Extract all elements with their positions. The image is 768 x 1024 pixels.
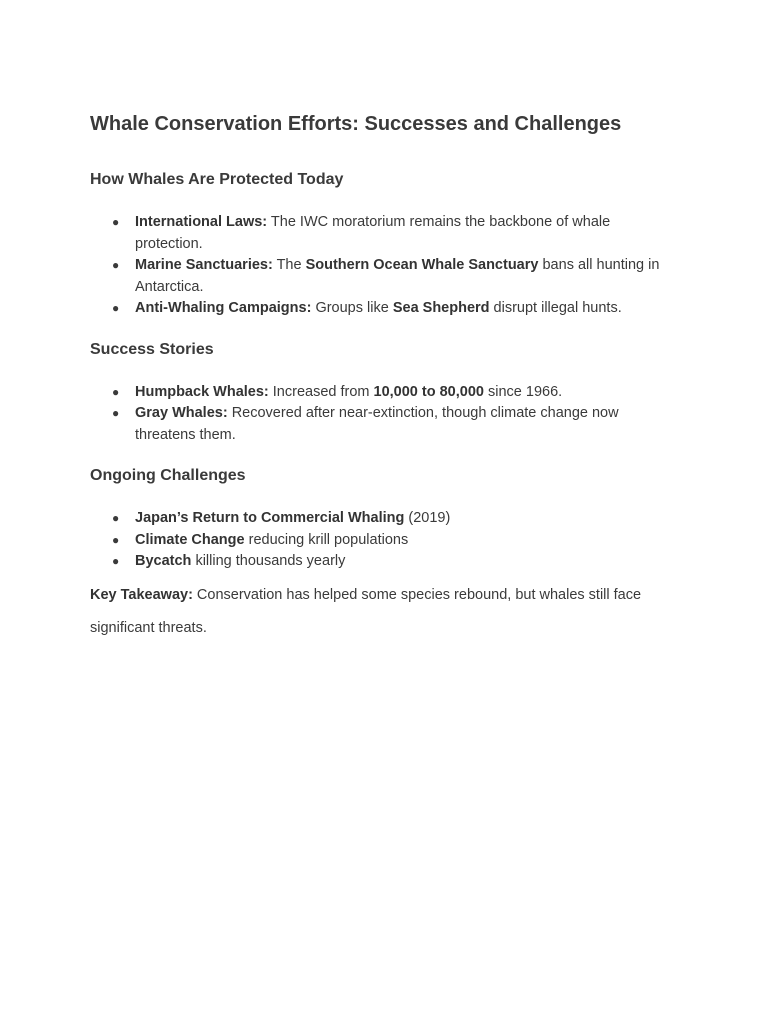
list-item	[90, 403, 680, 446]
bullet-icon: ●	[112, 301, 120, 315]
list-item-text: Groups like	[311, 300, 393, 316]
list-item-text: Increased from	[268, 383, 374, 400]
list-item	[90, 551, 680, 573]
list-item-label: International Laws:	[135, 214, 268, 230]
bullet-icon: ●	[112, 511, 120, 525]
list-item-label: Climate Change	[135, 531, 245, 548]
list-item	[90, 212, 680, 255]
document-page	[90, 110, 680, 645]
list-item-text: (2019)	[404, 510, 451, 526]
success-list	[90, 382, 680, 447]
list-item-label: Anti-Whaling Campaigns:	[135, 300, 312, 316]
list-item	[90, 382, 680, 404]
takeaway-text: Conservation has helped some species rebound, but whales still face significant threats.	[90, 586, 642, 636]
bullet-icon: ●	[112, 406, 120, 420]
section-heading-challenges: Ongoing Challenges	[90, 467, 246, 484]
list-item	[90, 255, 680, 298]
bullet-icon: ●	[112, 215, 120, 229]
list-item	[90, 298, 680, 320]
list-item-label: Japan’s Return to Commercial Whaling	[135, 510, 405, 526]
list-item-label: Gray Whales:	[135, 405, 228, 421]
list-item-text: bans all hunting in Antarctica.	[135, 257, 660, 295]
list-item-text: Recovered after near-extinction, though climate change now threatens them.	[135, 405, 619, 443]
list-item-emphasis: Sea Shepherd	[392, 300, 490, 316]
challenges-list	[90, 508, 680, 573]
list-item-label: Marine Sanctuaries:	[135, 257, 273, 273]
list-item-label: Humpback Whales:	[135, 383, 269, 400]
list-item-text: The	[272, 257, 306, 273]
takeaway-label: Key Takeaway:	[90, 586, 193, 603]
list-item-text: reducing krill populations	[244, 531, 409, 548]
list-item-emphasis: 10,000 to 80,000	[373, 383, 484, 400]
list-item-text: disrupt illegal hunts.	[489, 300, 622, 316]
list-item-text: since 1966.	[483, 383, 563, 400]
list-item-text: The IWC moratorium remains the backbone of whale protection.	[135, 214, 611, 252]
page-title: Whale Conservation Efforts: Successes and Challenges	[90, 113, 622, 135]
list-item-text: killing thousands yearly	[191, 553, 346, 569]
bullet-icon: ●	[112, 532, 120, 547]
list-item-emphasis: Southern Ocean Whale Sanctuary	[305, 257, 539, 273]
list-item-label: Bycatch	[135, 553, 192, 569]
list-item	[90, 508, 680, 530]
key-takeaway	[90, 579, 680, 645]
protection-list	[90, 212, 680, 320]
bullet-icon: ●	[112, 258, 120, 272]
list-item	[90, 530, 680, 552]
bullet-icon: ●	[112, 554, 120, 568]
section-heading-success: Success Stories	[90, 340, 214, 358]
section-heading-protection: How Whales Are Protected Today	[90, 171, 344, 188]
bullet-icon: ●	[112, 384, 120, 399]
